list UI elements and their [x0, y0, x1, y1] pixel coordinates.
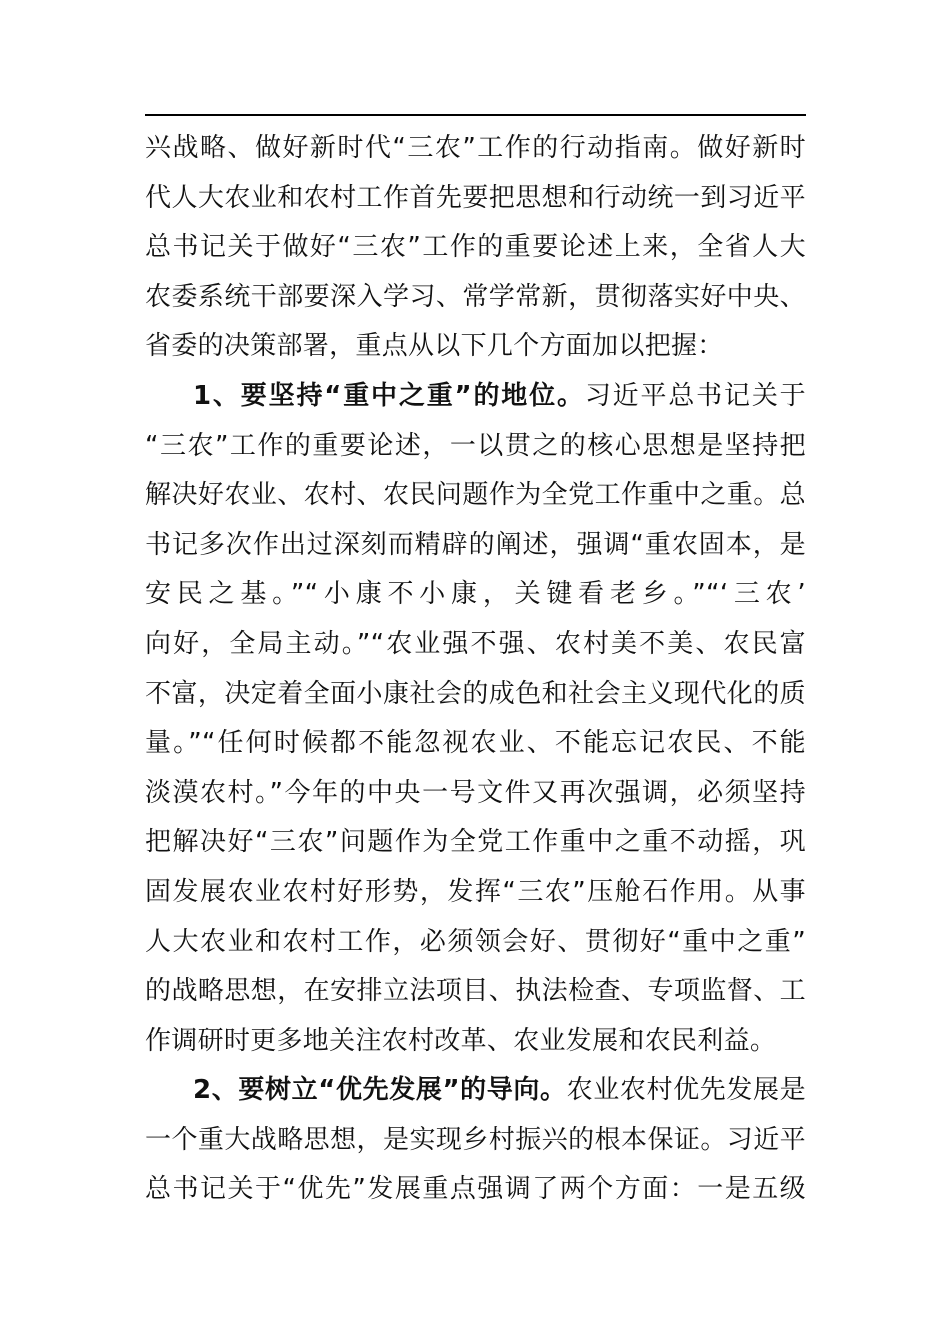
text-line: 固发展农业农村好形势，发挥“三农”压舱石作用。从事 — [145, 876, 806, 907]
header-rule — [145, 114, 806, 116]
text-line: 不富，决定着全面小康社会的成色和社会主义现代化的质 — [145, 678, 806, 709]
section-1-lead: 习近平总书记关于 — [584, 380, 806, 411]
section-1-first-line — [145, 372, 806, 422]
body-text — [145, 124, 806, 1215]
text-line: 总书记关于“优先”发展重点强调了两个方面：一是五级 — [145, 1174, 806, 1205]
text-line: 的战略思想，在安排立法项目、执法检查、专项监督、工 — [145, 976, 806, 1007]
text-line: 淡漠农村。”今年的中央一号文件又再次强调，必须坚持 — [145, 777, 806, 808]
section-2-first-line — [145, 1066, 806, 1116]
text-line: 向好，全局主动。”“农业强不强、农村美不美、农民富 — [145, 628, 806, 659]
text-line: 把解决好“三农”问题作为全党工作重中之重不动摇，巩 — [145, 827, 806, 858]
text-line: 人大农业和农村工作，必须领会好、贯彻好“重中之重” — [145, 926, 806, 957]
text-line: 作调研时更多地关注农村改革、农业发展和农民利益。 — [145, 1025, 777, 1056]
section-1-heading: 1、要坚持“重中之重”的地位。 — [193, 380, 585, 411]
text-line: 农委系统干部要深入学习、常学常新，贯彻落实好中央、 — [145, 281, 806, 312]
text-line: 量。”“任何时候都不能忽视农业、不能忘记农民、不能 — [145, 728, 806, 759]
text-line: 书记多次作出过深刻而精辟的阐述，强调“重农固本，是 — [145, 529, 806, 560]
text-line: 总书记关于做好“三农”工作的重要论述上来，全省人大 — [145, 232, 806, 263]
text-line: “三农”工作的重要论述，一以贯之的核心思想是坚持把 — [145, 430, 806, 461]
section-2-lead: 农业农村优先发展是 — [566, 1075, 806, 1106]
text-line: 省委的决策部署，重点从以下几个方面加以把握： — [145, 331, 724, 362]
section-2-heading: 2、要树立“优先发展”的导向。 — [193, 1075, 567, 1106]
text-line: 解决好农业、农村、农民问题作为全党工作重中之重。总 — [145, 480, 806, 511]
text-line: 一个重大战略思想，是实现乡村振兴的根本保证。习近平 — [145, 1124, 806, 1155]
text-line: 兴战略、做好新时代“三农”工作的行动指南。做好新时 — [145, 133, 806, 163]
text-line: 安民之基。”“小康不小康，关键看老乡。”“‘三农’ — [145, 579, 806, 610]
text-line: 代人大农业和农村工作首先要把思想和行动统一到习近平 — [145, 182, 806, 213]
